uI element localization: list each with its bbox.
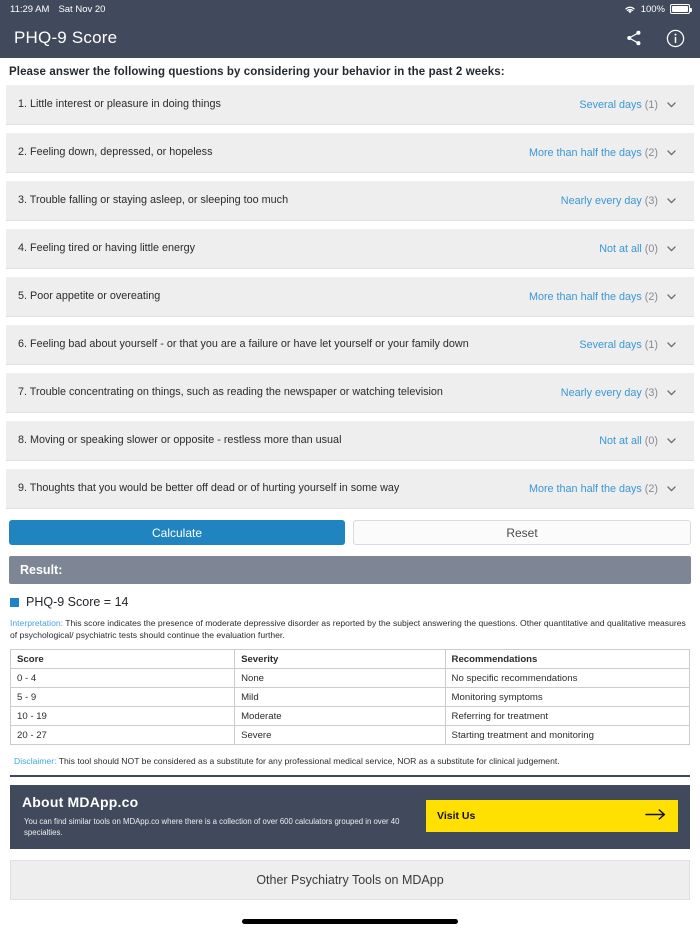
action-buttons [6,517,694,545]
cell-severity: Mild [235,688,445,707]
arrow-right-icon [645,808,667,824]
chevron-down-icon[interactable] [658,98,684,111]
answer-label: Not at all [599,242,642,255]
home-indicator-bar [242,919,458,924]
table-row [11,707,690,726]
score-marker-icon [10,598,19,607]
question-text: 6. Feeling bad about yourself - or that you are a failure or have let yourself or your family down [18,337,469,350]
question-text: 1. Little interest or pleasure in doing things [18,97,221,110]
table-row [11,726,690,745]
question-text: 8. Moving or speaking slower or opposite - restless more than usual [18,433,342,446]
cell-score: 10 - 19 [11,707,235,726]
question-answer[interactable] [561,195,658,207]
visit-us-button[interactable] [426,800,678,832]
answer-label: Nearly every day [560,386,642,399]
table-row[interactable] [6,181,694,221]
question-answer[interactable] [529,291,658,303]
question-text: 5. Poor appetite or overeating [18,289,161,302]
main-content [0,58,700,934]
question-answer[interactable] [529,147,658,159]
cell-score: 0 - 4 [11,669,235,688]
cell-score: 20 - 27 [11,726,235,745]
cell-recommendation: Starting treatment and monitoring [445,726,689,745]
app-bar [0,18,700,58]
answer-score: (1) [644,98,658,111]
question-answer[interactable] [561,387,658,399]
reset-button[interactable]: Reset [353,520,691,545]
cell-score: 5 - 9 [11,688,235,707]
table-row[interactable] [6,469,694,509]
table-row[interactable] [6,277,694,317]
about-text-block [22,794,426,838]
cell-recommendation: Referring for treatment [445,707,689,726]
answer-label: More than half the days [528,146,642,159]
answer-label: Nearly every day [560,194,642,207]
status-date: Sat Nov 20 [58,3,106,15]
result-header: Result: [9,556,691,584]
question-answer[interactable] [529,483,658,495]
answer-label: Not at all [599,434,642,447]
score-ranges-table [10,649,690,745]
status-bar-right [624,4,690,15]
answer-label: More than half the days [528,290,642,303]
question-list [6,85,694,509]
answer-score: (2) [644,482,658,495]
table-row [11,669,690,688]
battery-percent: 100% [640,3,665,15]
answer-score: (2) [644,146,658,159]
status-time: 11:29 AM [10,3,50,15]
status-bar [0,0,700,18]
calculate-button[interactable]: Calculate [9,520,345,545]
disclaimer-label: Disclaimer: [14,756,57,767]
cell-recommendation: Monitoring symptoms [445,688,689,707]
app-bar-actions [623,27,686,49]
battery-icon [670,4,690,14]
chevron-down-icon[interactable] [658,434,684,447]
score-value: PHQ-9 Score = 14 [26,595,129,609]
answer-score: (1) [644,338,658,351]
column-header-score: Score [11,650,235,669]
result-score [6,584,694,613]
cell-severity: None [235,669,445,688]
table-header-row [11,650,690,669]
answer-label: More than half the days [528,482,642,495]
page-title: PHQ-9 Score [14,28,118,47]
table-row [11,688,690,707]
disclaimer [10,745,690,777]
question-text: 7. Trouble concentrating on things, such as reading the newspaper or watching television [18,385,443,398]
table-row[interactable] [6,85,694,125]
question-text: 4. Feeling tired or having little energy [18,241,196,254]
answer-score: (3) [644,386,658,399]
column-header-recommendations: Recommendations [445,650,689,669]
chevron-down-icon[interactable] [658,146,684,159]
cell-recommendation: No specific recommendations [445,669,689,688]
question-answer[interactable] [599,435,658,447]
home-indicator [0,919,700,924]
chevron-down-icon[interactable] [658,338,684,351]
question-answer[interactable] [579,339,658,351]
answer-score: (3) [644,194,658,207]
interpretation-label: Interpretation: [10,618,64,628]
instruction-text: Please answer the following questions by considering your behavior in the past 2 weeks: [9,66,505,78]
question-text: 3. Trouble falling or staying asleep, or sleeping too much [18,193,289,206]
answer-score: (2) [644,290,658,303]
interpretation [6,613,694,641]
answer-score: (0) [644,242,658,255]
disclaimer-text: This tool should NOT be considered as a substitute for any professional medical service, NOR as a substitute for clinical judgement. [58,756,560,767]
other-tools-button[interactable]: Other Psychiatry Tools on MDApp [10,860,690,900]
question-answer[interactable] [599,243,658,255]
interpretation-text: This score indicates the presence of moderate depressive disorder as reported by the subject answering the questions. Other quantitative and qualitative measures of psychological/ psychiatric tests should continue the evaluation further. [10,618,686,641]
info-icon[interactable] [664,27,686,49]
table-row[interactable] [6,229,694,269]
status-bar-left [10,4,105,15]
table-row[interactable] [6,133,694,173]
cell-severity: Severe [235,726,445,745]
wifi-icon [624,5,636,14]
table-row[interactable] [6,373,694,413]
about-section [10,785,690,849]
column-header-severity: Severity [235,650,445,669]
answer-label: Several days [579,98,642,111]
question-text: 2. Feeling down, depressed, or hopeless [18,145,213,158]
answer-score: (0) [644,434,658,447]
question-answer[interactable] [579,99,658,111]
chevron-down-icon[interactable] [658,386,684,399]
chevron-down-icon[interactable] [658,194,684,207]
chevron-down-icon[interactable] [658,482,684,495]
question-text: 9. Thoughts that you would be better off dead or of hurting yourself in some way [18,481,400,494]
table-row[interactable] [6,325,694,365]
chevron-down-icon[interactable] [658,290,684,303]
table-row[interactable] [6,421,694,461]
about-subtitle: You can find similar tools on MDApp.co where there is a collection of over 600 calculators grouped in over 40 specialties. [24,817,400,837]
visit-us-label: Visit Us [437,810,476,823]
chevron-down-icon[interactable] [658,242,684,255]
about-title: About MDApp.co [22,794,139,811]
cell-severity: Moderate [235,707,445,726]
share-icon[interactable] [623,27,645,49]
answer-label: Several days [579,338,642,351]
